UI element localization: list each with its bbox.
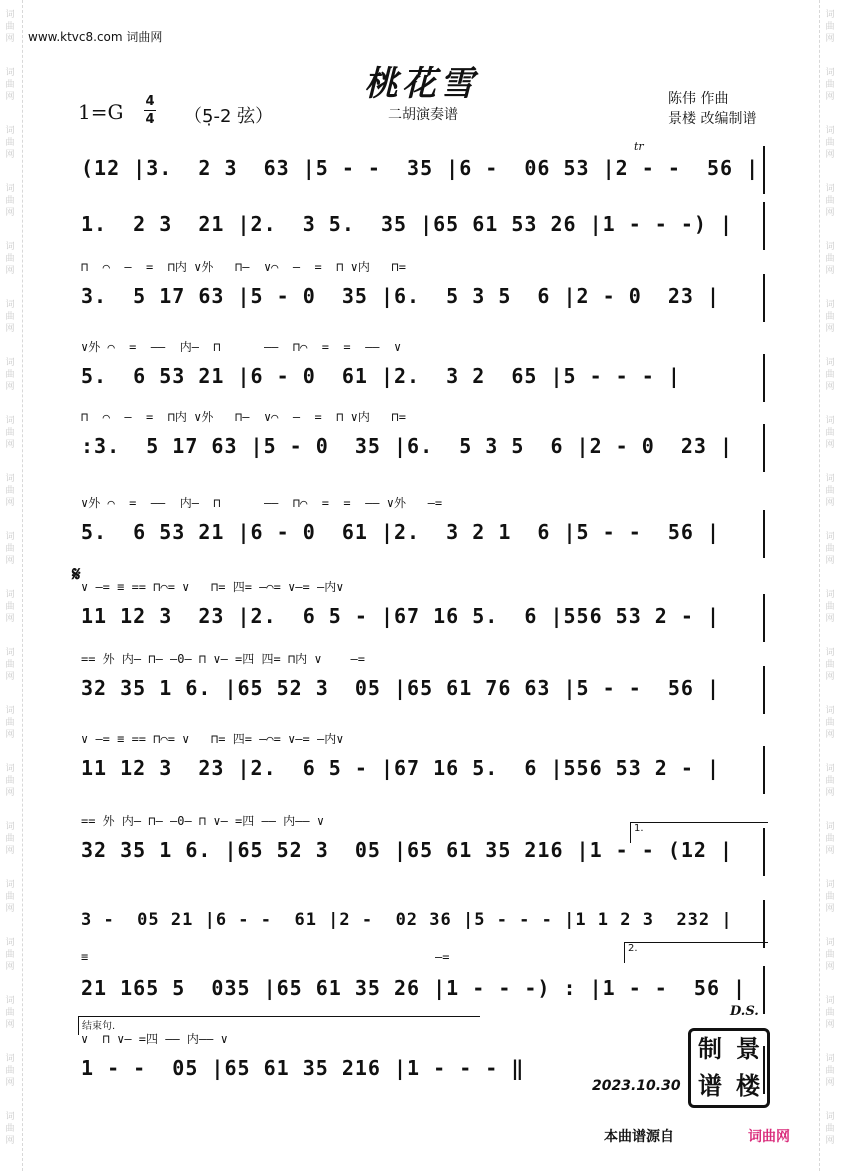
watermark-char: 网 [825,962,835,972]
jianpu-notes: 21 165 5 035 |65 61 35 26 |1 - - -) : |1 - - 56 | [81,976,747,1000]
watermark-char: 网 [5,150,15,160]
watermark-char: 网 [5,1020,15,1030]
watermark-char: 词 [825,938,835,948]
watermark-char: 曲 [825,544,835,554]
seal-char-2: 景 [736,1034,760,1063]
watermark-char: 网 [5,382,15,392]
watermark-char: 曲 [5,834,15,844]
watermark-char: 曲 [825,370,835,380]
watermark-char: 曲 [5,1066,15,1076]
watermark-char: 词 [5,938,15,948]
source-site-link[interactable]: 词曲网 [748,1129,790,1145]
coda-label: 结束句. [82,1021,116,1032]
watermark-char: 词 [825,300,835,310]
jianpu-notes: 5. 6 53 21 |6 - 0 61 |2. 3 2 1 6 |5 - - 56 | [81,520,721,544]
staff-line [75,580,765,648]
watermark-char: 网 [825,672,835,682]
bowing-marks: == 外 内— ⊓— —0— ⊓ ∨— =四 —— 内—— ∨ [81,814,325,828]
final-barline [763,594,765,642]
watermark-char: 曲 [825,718,835,728]
watermark-char: 曲 [5,486,15,496]
watermark-char: 词 [825,126,835,136]
bowing-marks: ∨ —= ≡ == ⊓⌒= ∨ ⊓= 四= —⌒= ∨—= —内∨ [81,580,344,594]
watermark-char: 曲 [825,892,835,902]
watermark-char: 网 [5,730,15,740]
watermark-char: 词 [825,648,835,658]
watermark-char: 词 [5,242,15,252]
watermark-char: 网 [825,266,835,276]
staff-line [75,950,765,1020]
time-bottom: 4 [145,112,155,127]
watermark-char: 网 [5,324,15,334]
watermark-char: 网 [825,498,835,508]
watermark-char: 网 [5,34,15,44]
final-barline [763,510,765,558]
watermark-char: 曲 [5,196,15,206]
final-barline [763,900,765,948]
watermark-char: 词 [5,880,15,890]
watermark-char: 词 [825,1112,835,1122]
bowing-marks: == 外 内— ⊓— —0— ⊓ ∨— =四 四= ⊓内 ∨ —= [81,652,365,666]
watermark-char: 网 [825,846,835,856]
watermark-char: 网 [825,34,835,44]
watermark-char: 网 [825,1020,835,1030]
watermark-char: 网 [5,556,15,566]
watermark-char: 词 [5,648,15,658]
watermark-char: 曲 [825,1066,835,1076]
watermark-char: 网 [5,788,15,798]
watermark-char: 曲 [5,776,15,786]
watermark-char: 词 [825,764,835,774]
segno-sign: 𝄋 [72,562,81,586]
watermark-char: 词 [5,1112,15,1122]
jianpu-notes: 5. 6 53 21 |6 - 0 61 |2. 3 2 65 |5 - - - | [81,364,681,388]
final-barline [763,746,765,794]
jianpu-notes: 1 - - 05 |65 61 35 216 |1 - - - ‖ [81,1056,525,1080]
staff-line [75,732,765,800]
second-ending-label: 2. [628,943,638,954]
staff-line [75,410,765,478]
watermark-char: 词 [5,996,15,1006]
watermark-char: 词 [825,706,835,716]
watermark-char: 曲 [825,428,835,438]
watermark-char: 词 [825,880,835,890]
watermark-char: 网 [5,92,15,102]
watermark-char: 词 [825,68,835,78]
watermark-char: 词 [5,300,15,310]
seal-char-1: 制 [698,1034,722,1063]
final-barline [763,354,765,402]
watermark-char: 网 [5,440,15,450]
watermark-char: 曲 [5,312,15,322]
watermark-char: 网 [5,904,15,914]
watermark-char: 词 [825,996,835,1006]
staff-line [75,152,765,200]
watermark-char: 曲 [825,776,835,786]
watermark-char: 网 [5,208,15,218]
watermark-char: 曲 [825,660,835,670]
first-ending-bracket [630,822,768,843]
jianpu-notes: 11 12 3 23 |2. 6 5 - |67 16 5. 6 |556 53 2 - | [81,604,721,628]
watermark-char: 曲 [825,312,835,322]
watermark-char: 词 [5,822,15,832]
watermark-char: 曲 [825,22,835,32]
jianpu-notes: 32 35 1 6. |65 52 3 05 |65 61 35 216 |1 - - (12 | [81,838,734,862]
watermark-char: 网 [825,730,835,740]
final-barline [763,146,765,194]
second-ending-bracket [624,942,768,963]
watermark-char: 词 [825,184,835,194]
staff-line [75,340,765,408]
watermark-char: 曲 [825,254,835,264]
watermark-char: 词 [5,1054,15,1064]
watermark-char: 词 [5,358,15,368]
watermark-char: 词 [825,242,835,252]
watermark-char: 词 [5,764,15,774]
watermark-char: 网 [825,440,835,450]
watermark-char: 网 [825,556,835,566]
watermark-char: 网 [5,672,15,682]
first-ending-label: 1. [634,823,644,834]
watermark-char: 曲 [5,370,15,380]
time-signature [144,94,156,127]
watermark-char: 词 [825,532,835,542]
site-url[interactable]: www.ktvc8.com 词曲网 [28,30,163,44]
final-barline [763,202,765,250]
bowing-marks: ∨外 ⌒ = —— 内— ⊓ —— ⊓⌒ = = —— ∨ [81,340,402,354]
arranger: 景楼 改编制谱 [668,111,757,127]
left-watermark-strip [0,0,23,1171]
bowing-marks: ∨ ⊓ ∨— =四 —— 内—— ∨ [81,1032,228,1046]
watermark-char: 网 [5,1136,15,1146]
right-watermark-strip [819,0,842,1171]
key-signature: 1=G [78,100,124,124]
watermark-char: 曲 [5,950,15,960]
bowing-marks: ≡ —= [81,950,450,964]
watermark-char: 曲 [825,486,835,496]
watermark-char: 词 [5,126,15,136]
watermark-char: 网 [5,266,15,276]
time-top: 4 [145,94,155,109]
watermark-char: 词 [825,358,835,368]
seal-char-4: 楼 [736,1071,760,1100]
watermark-char: 词 [5,532,15,542]
watermark-char: 词 [5,416,15,426]
bowing-marks: ⊓ ⌒ — = ⊓内 ∨外 ⊓— ∨⌒ — = ⊓ ∨内 ⊓= [81,260,406,274]
jianpu-notes: 3. 5 17 63 |5 - 0 35 |6. 5 3 5 6 |2 - 0 23 | [81,284,721,308]
watermark-char: 网 [825,382,835,392]
watermark-char: 曲 [5,138,15,148]
staff-line [75,652,765,720]
watermark-char: 曲 [825,834,835,844]
ds-mark: D.S. [730,1004,759,1019]
coda-bracket [78,1016,480,1035]
watermark-char: 词 [5,184,15,194]
watermark-char: 网 [5,1078,15,1088]
watermark-char: 曲 [5,1124,15,1134]
watermark-char: 曲 [825,1008,835,1018]
time-divider [144,110,156,111]
watermark-char: 网 [5,614,15,624]
jianpu-notes: 3 - 05 21 |6 - - 61 |2 - 02 36 |5 - - - |1 1 2 3 232 | [81,910,733,930]
seal-stamp [688,1028,770,1108]
watermark-char: 曲 [825,138,835,148]
watermark-char: 曲 [825,602,835,612]
watermark-char: 词 [5,10,15,20]
bowing-marks: ∨ —= ≡ == ⊓⌒= ∨ ⊓= 四= —⌒= ∨—= —内∨ [81,732,344,746]
song-title: 桃花雪 [364,64,478,104]
watermark-char: 曲 [825,950,835,960]
watermark-char: 网 [825,904,835,914]
watermark-char: 词 [825,10,835,20]
watermark-char: 曲 [5,428,15,438]
watermark-char: 词 [5,474,15,484]
watermark-char: 网 [5,498,15,508]
seal-char-3: 谱 [698,1071,722,1100]
watermark-char: 曲 [5,892,15,902]
staff-line [75,496,765,564]
date: 2023.10.30 [592,1078,681,1094]
jianpu-notes: 11 12 3 23 |2. 6 5 - |67 16 5. 6 |556 53 2 - | [81,756,721,780]
watermark-char: 网 [825,324,835,334]
subtitle: 二胡演奏谱 [388,107,458,123]
watermark-char: 词 [5,706,15,716]
watermark-char: 曲 [5,718,15,728]
staff-line [75,260,765,328]
watermark-char: 词 [5,590,15,600]
jianpu-notes: 1. 2 3 21 |2. 3 5. 35 |65 61 53 26 |1 - - -) | [81,212,734,236]
watermark-char: 曲 [5,544,15,554]
watermark-char: 曲 [825,1124,835,1134]
watermark-char: 网 [825,208,835,218]
watermark-char: 词 [825,1054,835,1064]
watermark-char: 网 [825,614,835,624]
watermark-char: 词 [825,822,835,832]
watermark-char: 词 [825,474,835,484]
final-barline [763,274,765,322]
watermark-char: 曲 [825,80,835,90]
watermark-char: 曲 [5,660,15,670]
watermark-char: 曲 [5,1008,15,1018]
watermark-char: 词 [825,590,835,600]
watermark-char: 曲 [825,196,835,206]
final-barline [763,666,765,714]
source-label: 本曲谱源自 [604,1129,674,1145]
composer: 陈伟 作曲 [668,91,729,107]
watermark-char: 曲 [5,80,15,90]
trill-mark: tr [634,140,644,153]
watermark-char: 网 [825,1078,835,1088]
watermark-char: 曲 [5,22,15,32]
watermark-char: 网 [825,92,835,102]
bowing-marks: ⊓ ⌒ — = ⊓内 ∨外 ⊓— ∨⌒ — = ⊓ ∨内 ⊓= [81,410,406,424]
watermark-char: 网 [825,1136,835,1146]
jianpu-notes: 32 35 1 6. |65 52 3 05 |65 61 76 63 |5 - - 56 | [81,676,721,700]
watermark-char: 词 [5,68,15,78]
watermark-char: 网 [825,788,835,798]
jianpu-notes: (12 |3. 2 3 63 |5 - - 35 |6 - 06 53 |2 - - 56 | [81,156,760,180]
watermark-char: 曲 [5,254,15,264]
final-barline [763,424,765,472]
watermark-char: 网 [5,962,15,972]
jianpu-notes: :3. 5 17 63 |5 - 0 35 |6. 5 3 5 6 |2 - 0 23 | [81,434,734,458]
watermark-char: 网 [5,846,15,856]
bowing-marks: ∨外 ⌒ = —— 内— ⊓ —— ⊓⌒ = = —— ∨外 —= [81,496,443,510]
watermark-char: 网 [825,150,835,160]
watermark-char: 曲 [5,602,15,612]
watermark-char: 词 [825,416,835,426]
final-barline [763,966,765,1014]
staff-line [75,208,765,256]
tuning: （5̣-2 弦） [184,106,274,127]
